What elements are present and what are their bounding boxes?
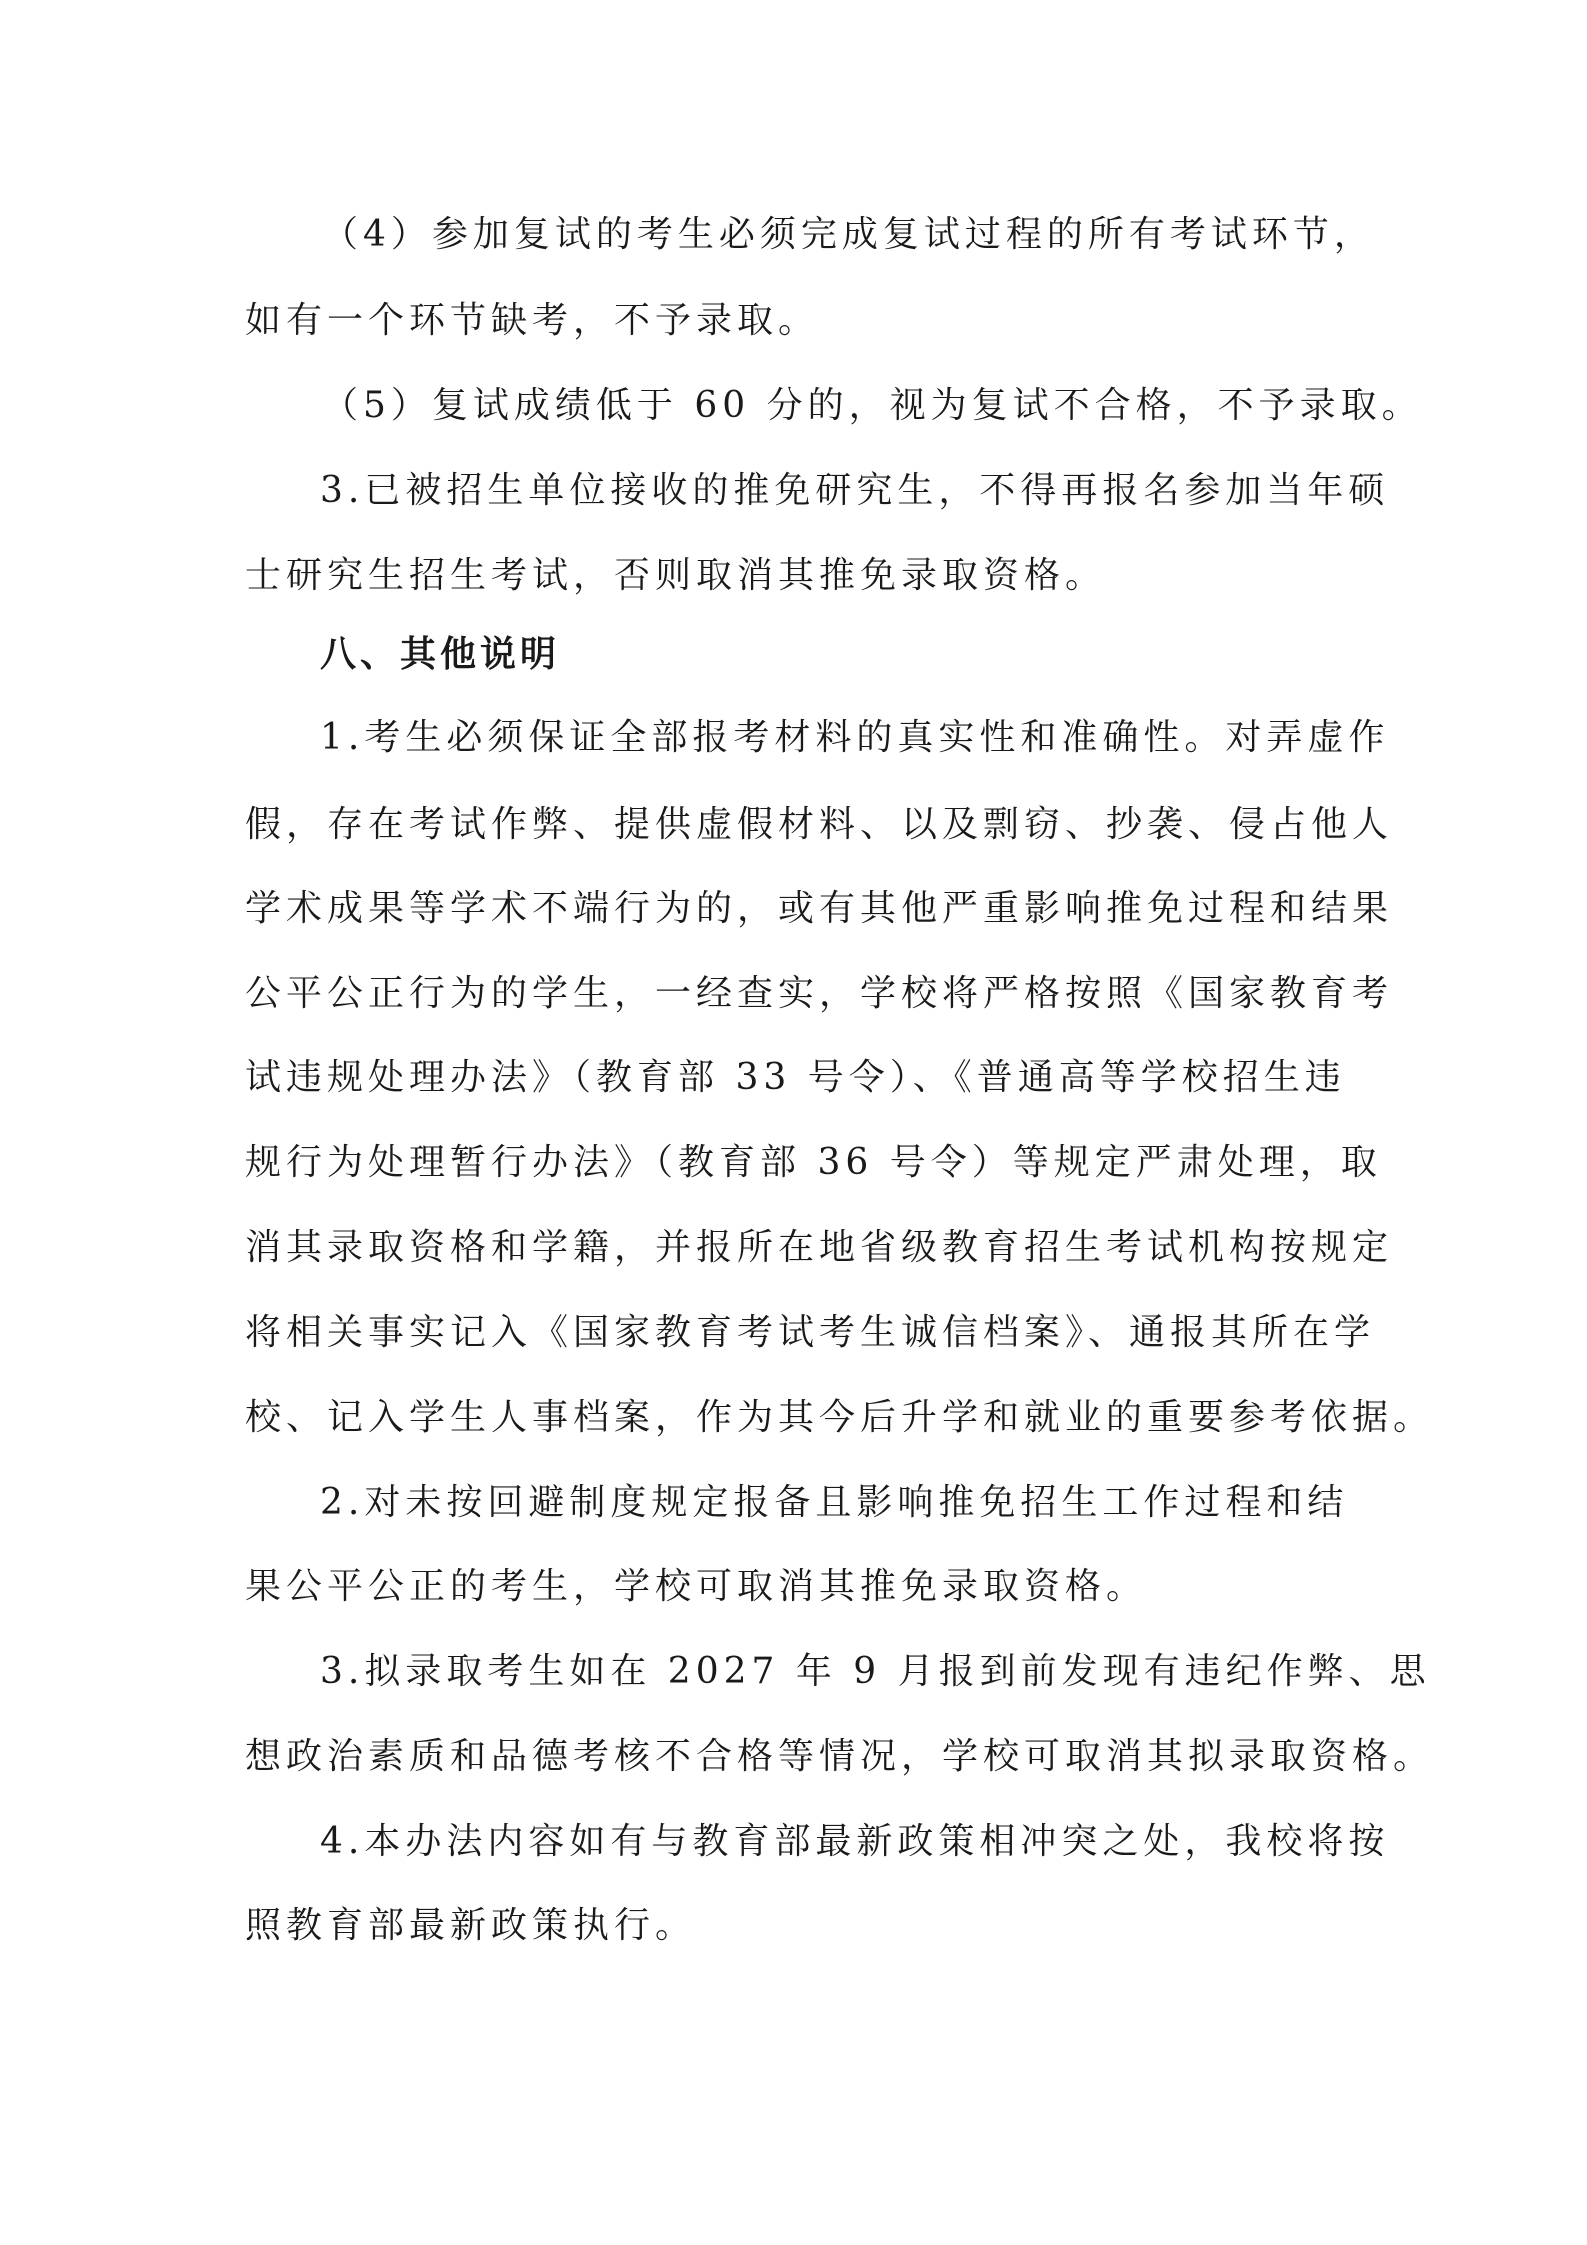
paragraph-line: 校、记入学生人事档案，作为其今后升学和就业的重要参考依据。 bbox=[245, 1397, 1435, 1438]
paragraph-line: 将相关事实记入《国家教育考试考生诚信档案》、通报其所在学 bbox=[245, 1312, 1376, 1353]
paragraph-line: 士研究生招生考试，否则取消其推免录取资格。 bbox=[245, 555, 1107, 596]
paragraph-line: 如有一个环节缺考，不予录取。 bbox=[245, 300, 820, 341]
paragraph-line: 假，存在考试作弊、提供虚假材料、以及剽窃、抄袭、侵占他人 bbox=[245, 804, 1394, 845]
paragraph-line: 2.对未按回避制度规定报备且影响推免招生工作过程和结 bbox=[320, 1482, 1349, 1523]
paragraph-line: （4）参加复试的考生必须完成复试过程的所有考试环节， bbox=[322, 214, 1375, 255]
paragraph-line: 果公平公正的考生，学校可取消其推免录取资格。 bbox=[245, 1566, 1148, 1607]
paragraph-line: 3.已被招生单位接收的推免研究生，不得再报名参加当年硕 bbox=[320, 470, 1390, 511]
paragraph-line: 试违规处理办法》（教育部 33 号令）、《普通高等学校招生违 bbox=[245, 1057, 1346, 1098]
paragraph-line: 4.本办法内容如有与教育部最新政策相冲突之处，我校将按 bbox=[320, 1821, 1390, 1862]
paragraph-line: 1.考生必须保证全部报考材料的真实性和准确性。对弄虚作 bbox=[320, 717, 1390, 758]
paragraph-line: 照教育部最新政策执行。 bbox=[245, 1905, 697, 1946]
paragraph-line: 消其录取资格和学籍，并报所在地省级教育招生考试机构按规定 bbox=[245, 1227, 1394, 1268]
paragraph-line: 3.拟录取考生如在 2027 年 9 月报到前发现有违纪作弊、思 bbox=[320, 1651, 1431, 1692]
section-heading: 八、其他说明 bbox=[320, 634, 561, 675]
paragraph-line: 想政治素质和品德考核不合格等情况，学校可取消其拟录取资格。 bbox=[245, 1736, 1435, 1777]
paragraph-line: 公平公正行为的学生，一经查实，学校将严格按照《国家教育考 bbox=[245, 973, 1394, 1014]
paragraph-line: （5）复试成绩低于 60 分的，视为复试不合格，不予录取。 bbox=[322, 385, 1423, 426]
paragraph-line: 学术成果等学术不端行为的，或有其他严重影响推免过程和结果 bbox=[245, 888, 1394, 929]
paragraph-line: 规行为处理暂行办法》（教育部 36 号令）等规定严肃处理，取 bbox=[245, 1142, 1382, 1183]
